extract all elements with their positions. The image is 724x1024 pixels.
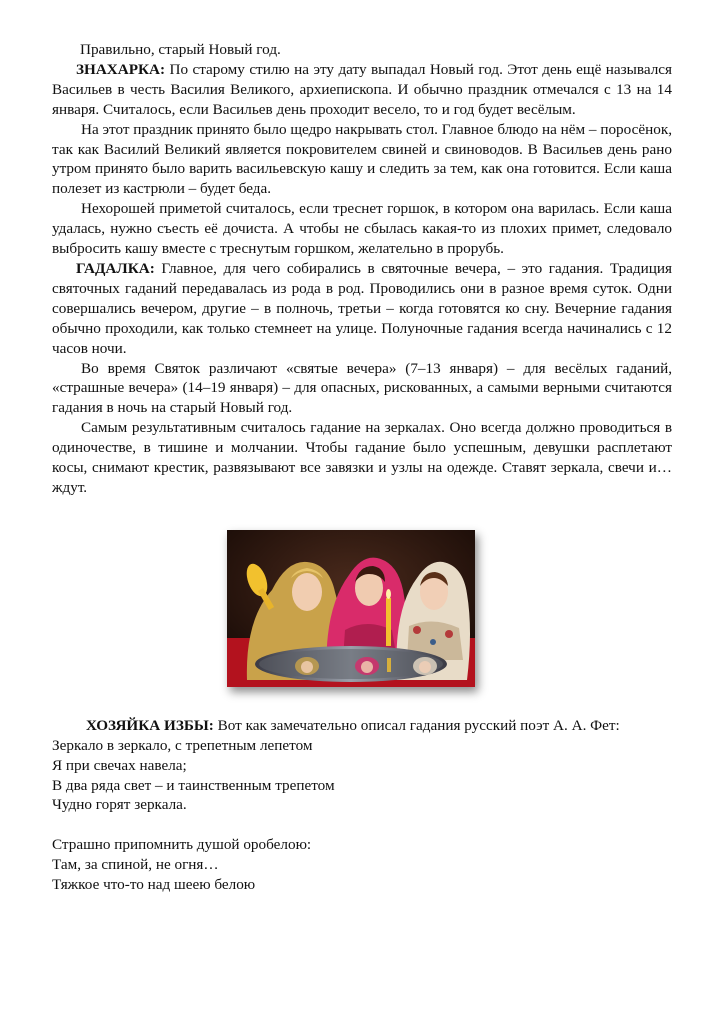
poem-line: Тяжкое что-то над шеею белою bbox=[52, 876, 256, 894]
paragraph-text: На этот праздник принято было щедро накрывать стол. Главное блюдо на нём – поросёнок, так как Василий Великий является покровителем свиней и свиноводов. В Васильев день рано утром принято было варить васильевскую кашу и следить за тем, как она готовится. Если каша полезет из кастрюли – будет беда. bbox=[52, 120, 672, 198]
poem-line: Страшно припомнить душой оробелою: bbox=[52, 836, 312, 854]
face-left bbox=[292, 573, 322, 611]
stanza-gap bbox=[52, 815, 672, 835]
poem-line: В два ряда свет – и таинственным трепетом bbox=[52, 776, 335, 794]
poem-line: Чудно горят зеркала. bbox=[52, 796, 187, 814]
paragraph-text: Правильно, старый Новый год. bbox=[80, 41, 281, 58]
speaker-label: ХОЗЯЙКА ИЗБЫ: bbox=[86, 716, 214, 734]
paragraph-bad-omen bbox=[52, 199, 672, 259]
divination-photo bbox=[227, 530, 475, 687]
paragraph-gadalka bbox=[52, 259, 672, 359]
poem bbox=[52, 736, 672, 895]
spacer bbox=[52, 687, 672, 716]
illustration-figure bbox=[227, 530, 475, 687]
speaker-label: ЗНАХАРКА: bbox=[76, 60, 166, 78]
paragraph-svyatki bbox=[52, 359, 672, 419]
paragraph-text: По старому стилю на эту дату выпадал Новый год. Этот день ещё назывался Васильев в честь Василия Великого, архиепископа. И обычно праздник отмечался с 13 на 14 января. Считалось, если Васильев день проходит весело, то и год будет весёлым. bbox=[52, 60, 672, 118]
paragraph-mirrors bbox=[52, 418, 672, 498]
paragraph-text: Нехорошей приметой считалось, если треснет горшок, в котором она варилась. Если каша удалась, нужно съесть её дочиста. А чтобы не сбылась какая-то из плохих примет, следовало выбросить кашу вместе с треснутым горшком, желательно в прорубь. bbox=[52, 200, 672, 258]
paragraph-hozyaika bbox=[52, 716, 672, 736]
poem-line: Там, за спиной, не огня… bbox=[52, 856, 219, 874]
paragraph-text: Вот как замечательно описал гадания русский поэт А. А. Фет: bbox=[213, 716, 620, 734]
speaker-label: ГАДАЛКА: bbox=[76, 259, 155, 277]
paragraph-intro bbox=[52, 40, 672, 60]
paragraph-feast bbox=[52, 120, 672, 200]
candle bbox=[386, 598, 391, 646]
poem-line: Я при свечах навела; bbox=[52, 756, 187, 774]
paragraph-text: Во время Святок различают «святые вечера» (7–13 января) – для весёлых гаданий, «страшные вечера» (14–19 января) – для опасных, рискованных, а самыми верными считаются гадания в ночь на старый Новый год. bbox=[52, 359, 672, 417]
paragraph-znaharka bbox=[52, 60, 672, 120]
paragraph-text: Самым результативным считалось гадание на зеркалах. Оно всегда должно проводиться в одиночестве, в тишине и молчании. Чтобы гадание было успешным, девушки расплетают косы, снимают крестик, развязывают все завязки и узлы на одежде. Ставят зеркала, свечи и… ждут. bbox=[52, 419, 672, 496]
paragraph-text: Главное, для чего собирались в святочные вечера, – это гадания. Традиция святочных гаданий передавалась из рода в род. Проводились они в разное время суток. Одни совершались вечером, другие – в полночь, третьи – когда готовятся ко сну. Вечерние гадания обычно проходили, как только стемнеет на улице. Полуночные гадания всегда начинались с 12 часов ночи. bbox=[52, 259, 672, 357]
poem-line: Зеркало в зеркало, с трепетным лепетом bbox=[52, 736, 313, 754]
